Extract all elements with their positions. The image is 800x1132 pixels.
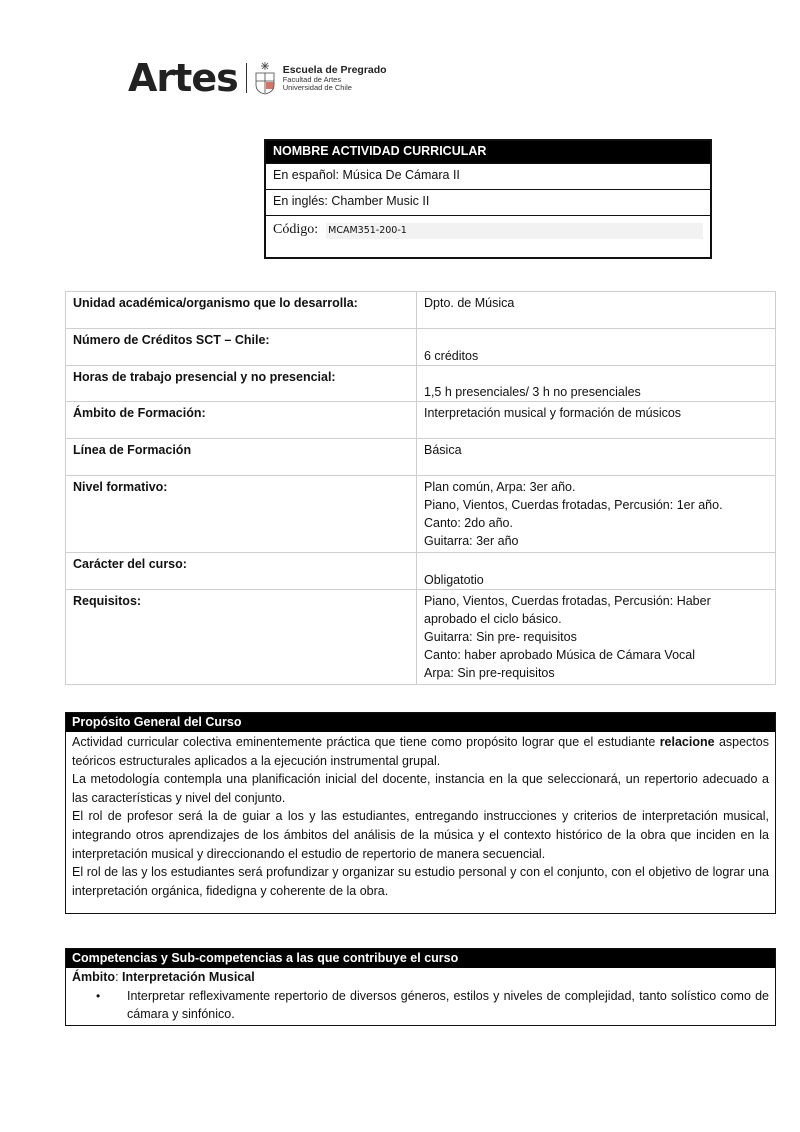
info-value (417, 292, 776, 329)
university-seal-icon (253, 61, 277, 95)
scope-line: Ámbito: Interpretación Musical (72, 970, 255, 984)
purpose-body (66, 732, 775, 901)
competency-text: Interpretar reflexivamente repertorio de diversos géneros, estilos y niveles de complejidad, tanto solístico como de cámara y sinfónico. (127, 988, 769, 1022)
info-value-line: Canto: haber aprobado Música de Cámara Vocal (424, 648, 695, 662)
info-value-line: Básica (424, 443, 462, 457)
list-item (72, 987, 769, 1024)
info-value (417, 402, 776, 439)
info-label: Requisitos: (66, 590, 417, 685)
info-label: Horas de trabajo presencial y no presencial: (66, 366, 417, 402)
table-row (66, 476, 776, 553)
info-value (417, 553, 776, 590)
info-label: Unidad académica/organismo que lo desarrolla: (66, 292, 417, 329)
competencies-header: Competencias y Sub-competencias a las que contribuye el curso (66, 949, 775, 968)
table-row (66, 439, 776, 476)
purpose-paragraph: El rol de profesor será la de guiar a los y las estudiantes, entregando instrucciones y criterios de interpretación musical, integrando otros aprendizajes de los ámbitos del análisis de la música y el contexto histórico de la obra que inciden en la interpretación musical y direccionando el estudio de repertorio de manera secuencial. (72, 809, 769, 861)
info-value-line: 6 créditos (424, 349, 479, 363)
logo-text (283, 65, 387, 92)
purpose-emphasis: relacione (659, 735, 715, 749)
logo-wordmark: Artes (128, 56, 238, 100)
table-row (66, 402, 776, 439)
faculty-name: Facultad de Artes (282, 74, 342, 84)
info-label: Número de Créditos SCT – Chile: (66, 329, 417, 366)
competencies-body (66, 968, 775, 1024)
info-value-line: Guitarra: Sin pre- requisitos (424, 630, 577, 644)
course-info-table (65, 291, 776, 685)
bullet-icon: • (96, 988, 101, 1003)
scope-label: Ámbito (72, 970, 116, 984)
info-value-line: Piano, Vientos, Cuerdas frotadas, Percusión: 1er año. (424, 498, 723, 512)
info-value-line: Dpto. de Música (424, 296, 515, 310)
info-value (417, 590, 776, 685)
school-name: Escuela de Pregrado (282, 63, 387, 76)
purpose-paragraph: El rol de las y los estudiantes será profundizar y organizar su estudio personal y con el conjunto, con el objetivo de lograr una interpretación orgánica, fidedigna y coherente de la obra. (72, 865, 769, 898)
info-value-line: Guitarra: 3er año (424, 534, 519, 548)
code-value: MCAM351-200-1 (326, 223, 703, 239)
info-value-line: Obligatotio (424, 573, 484, 587)
table-row (66, 292, 776, 329)
table-row (66, 553, 776, 590)
faculty-logo (128, 56, 387, 100)
table-row (66, 329, 776, 366)
info-value-line: aprobado el ciclo básico. (424, 612, 562, 626)
info-label: Nivel formativo: (66, 476, 417, 553)
info-value (417, 329, 776, 366)
info-value (417, 366, 776, 402)
info-value-line: Piano, Vientos, Cuerdas frotadas, Percusión: Haber (424, 594, 711, 608)
info-label: Ámbito de Formación: (66, 402, 417, 439)
purpose-text: aspectos teóricos estructurales aplicados a la ejecución instrumental grupal. (72, 735, 769, 768)
activity-code-row (266, 215, 710, 257)
info-value-line: Plan común, Arpa: 3er año. (424, 480, 576, 494)
info-label: Línea de Formación (66, 439, 417, 476)
table-row (66, 590, 776, 685)
activity-english-name: En inglés: Chamber Music II (266, 189, 710, 215)
info-label: Carácter del curso: (66, 553, 417, 590)
purpose-text: Actividad curricular colectiva eminentemente práctica que tiene como propósito lograr que el estudiante (72, 735, 660, 749)
info-value-line: Arpa: Sin pre-requisitos (424, 666, 555, 680)
purpose-header: Propósito General del Curso (66, 713, 775, 732)
info-value-line: 1,5 h presenciales/ 3 h no presenciales (424, 385, 641, 399)
activity-spanish-name: En español: Música De Cámara II (266, 163, 710, 189)
table-row (66, 366, 776, 402)
logo-divider (246, 63, 247, 93)
purpose-section (65, 712, 776, 914)
info-value (417, 476, 776, 553)
scope-value: Interpretación Musical (122, 970, 255, 984)
info-value-line: Interpretación musical y formación de músicos (424, 406, 682, 420)
info-value (417, 439, 776, 476)
university-name: Universidad de Chile (282, 82, 352, 92)
purpose-paragraph: La metodología contempla una planificación inicial del docente, instancia en la que seleccionará, un repertorio adecuado a las características y nivel del conjunto. (72, 772, 769, 805)
code-label: Código: (273, 222, 319, 237)
competencies-section (65, 948, 776, 1026)
purpose-paragraph (72, 733, 769, 770)
info-value-line: Canto: 2do año. (424, 516, 513, 530)
activity-name-box (264, 139, 712, 259)
activity-header: NOMBRE ACTIVIDAD CURRICULAR (266, 141, 710, 163)
